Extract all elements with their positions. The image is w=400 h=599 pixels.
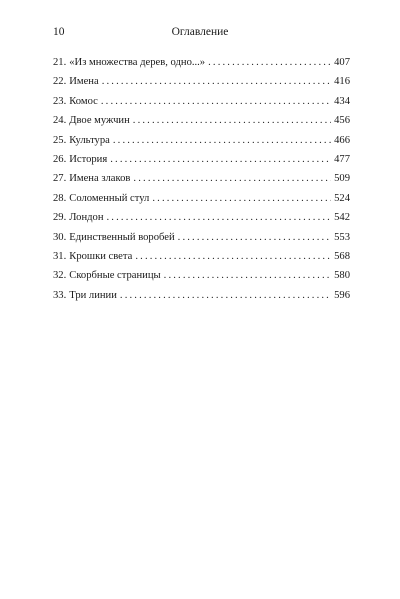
dot-leader [135,251,331,262]
toc-entry [53,193,350,212]
toc-entry-title: Единственный воробей [69,231,175,243]
dot-leader [208,57,331,68]
toc-entry-number: 31. [53,250,67,262]
table-of-contents [53,57,350,309]
toc-entry [53,154,350,173]
toc-entry [53,57,350,76]
toc-entry-page: 477 [334,153,350,165]
toc-entry-number: 32. [53,270,67,282]
toc-entry-page: 568 [334,250,350,262]
toc-entry-page: 509 [334,173,350,185]
toc-entry-title: «Из множества дерев, одно...» [69,57,206,68]
toc-entry [53,270,350,289]
dot-leader [120,290,331,301]
dot-leader [107,212,332,223]
page-header [53,26,347,42]
toc-entry-title: Соломенный стул [69,192,150,204]
toc-entry [53,290,350,309]
toc-entry-page: 466 [334,134,350,146]
dot-leader [133,173,331,184]
toc-entry-title: Лондон [69,212,104,224]
running-title: Оглавление [171,26,229,38]
toc-entry-title: Комос [69,95,98,107]
toc-entry [53,232,350,251]
toc-entry-number: 26. [53,153,67,165]
toc-entry-page: 434 [334,95,350,107]
dot-leader [102,76,331,87]
toc-entry-number: 21. [53,57,67,68]
toc-entry-title: Двое мужчин [69,115,130,127]
toc-entry-page: 416 [334,76,350,88]
toc-entry-title: Имена [69,76,99,88]
toc-entry-number: 28. [53,192,67,204]
toc-entry [53,115,350,134]
toc-entry-page: 456 [334,115,350,127]
toc-entry [53,76,350,95]
toc-entry [53,251,350,270]
toc-entry-number: 23. [53,95,67,107]
toc-entry-page: 524 [334,192,350,204]
toc-entry [53,96,350,115]
toc-entry-number: 29. [53,212,67,224]
page-number: 10 [53,26,65,38]
toc-entry-page: 542 [334,212,350,224]
dot-leader [164,270,331,281]
toc-entry [53,212,350,231]
toc-entry-title: История [69,153,108,165]
toc-entry [53,135,350,154]
toc-entry-page: 553 [334,231,350,243]
toc-entry-title: Скорбные страницы [69,270,161,282]
dot-leader [113,135,331,146]
dot-leader [101,96,331,107]
toc-entry-number: 22. [53,76,67,88]
dot-leader [133,115,331,126]
toc-entry-number: 25. [53,134,67,146]
toc-entry-number: 24. [53,115,67,127]
toc-entry-page: 580 [334,270,350,282]
toc-entry-title: Три линии [69,289,117,301]
toc-entry-title: Культура [69,134,110,146]
toc-entry-title: Имена злаков [69,173,131,185]
dot-leader [178,232,331,243]
dot-leader [152,193,331,204]
toc-entry-number: 30. [53,231,67,243]
toc-entry-page: 407 [334,57,350,68]
toc-entry-title: Крошки света [69,250,133,262]
toc-entry-number: 27. [53,173,67,185]
toc-entry [53,173,350,192]
dot-leader [110,154,331,165]
toc-entry-number: 33. [53,289,67,301]
toc-entry-page: 596 [334,289,350,301]
